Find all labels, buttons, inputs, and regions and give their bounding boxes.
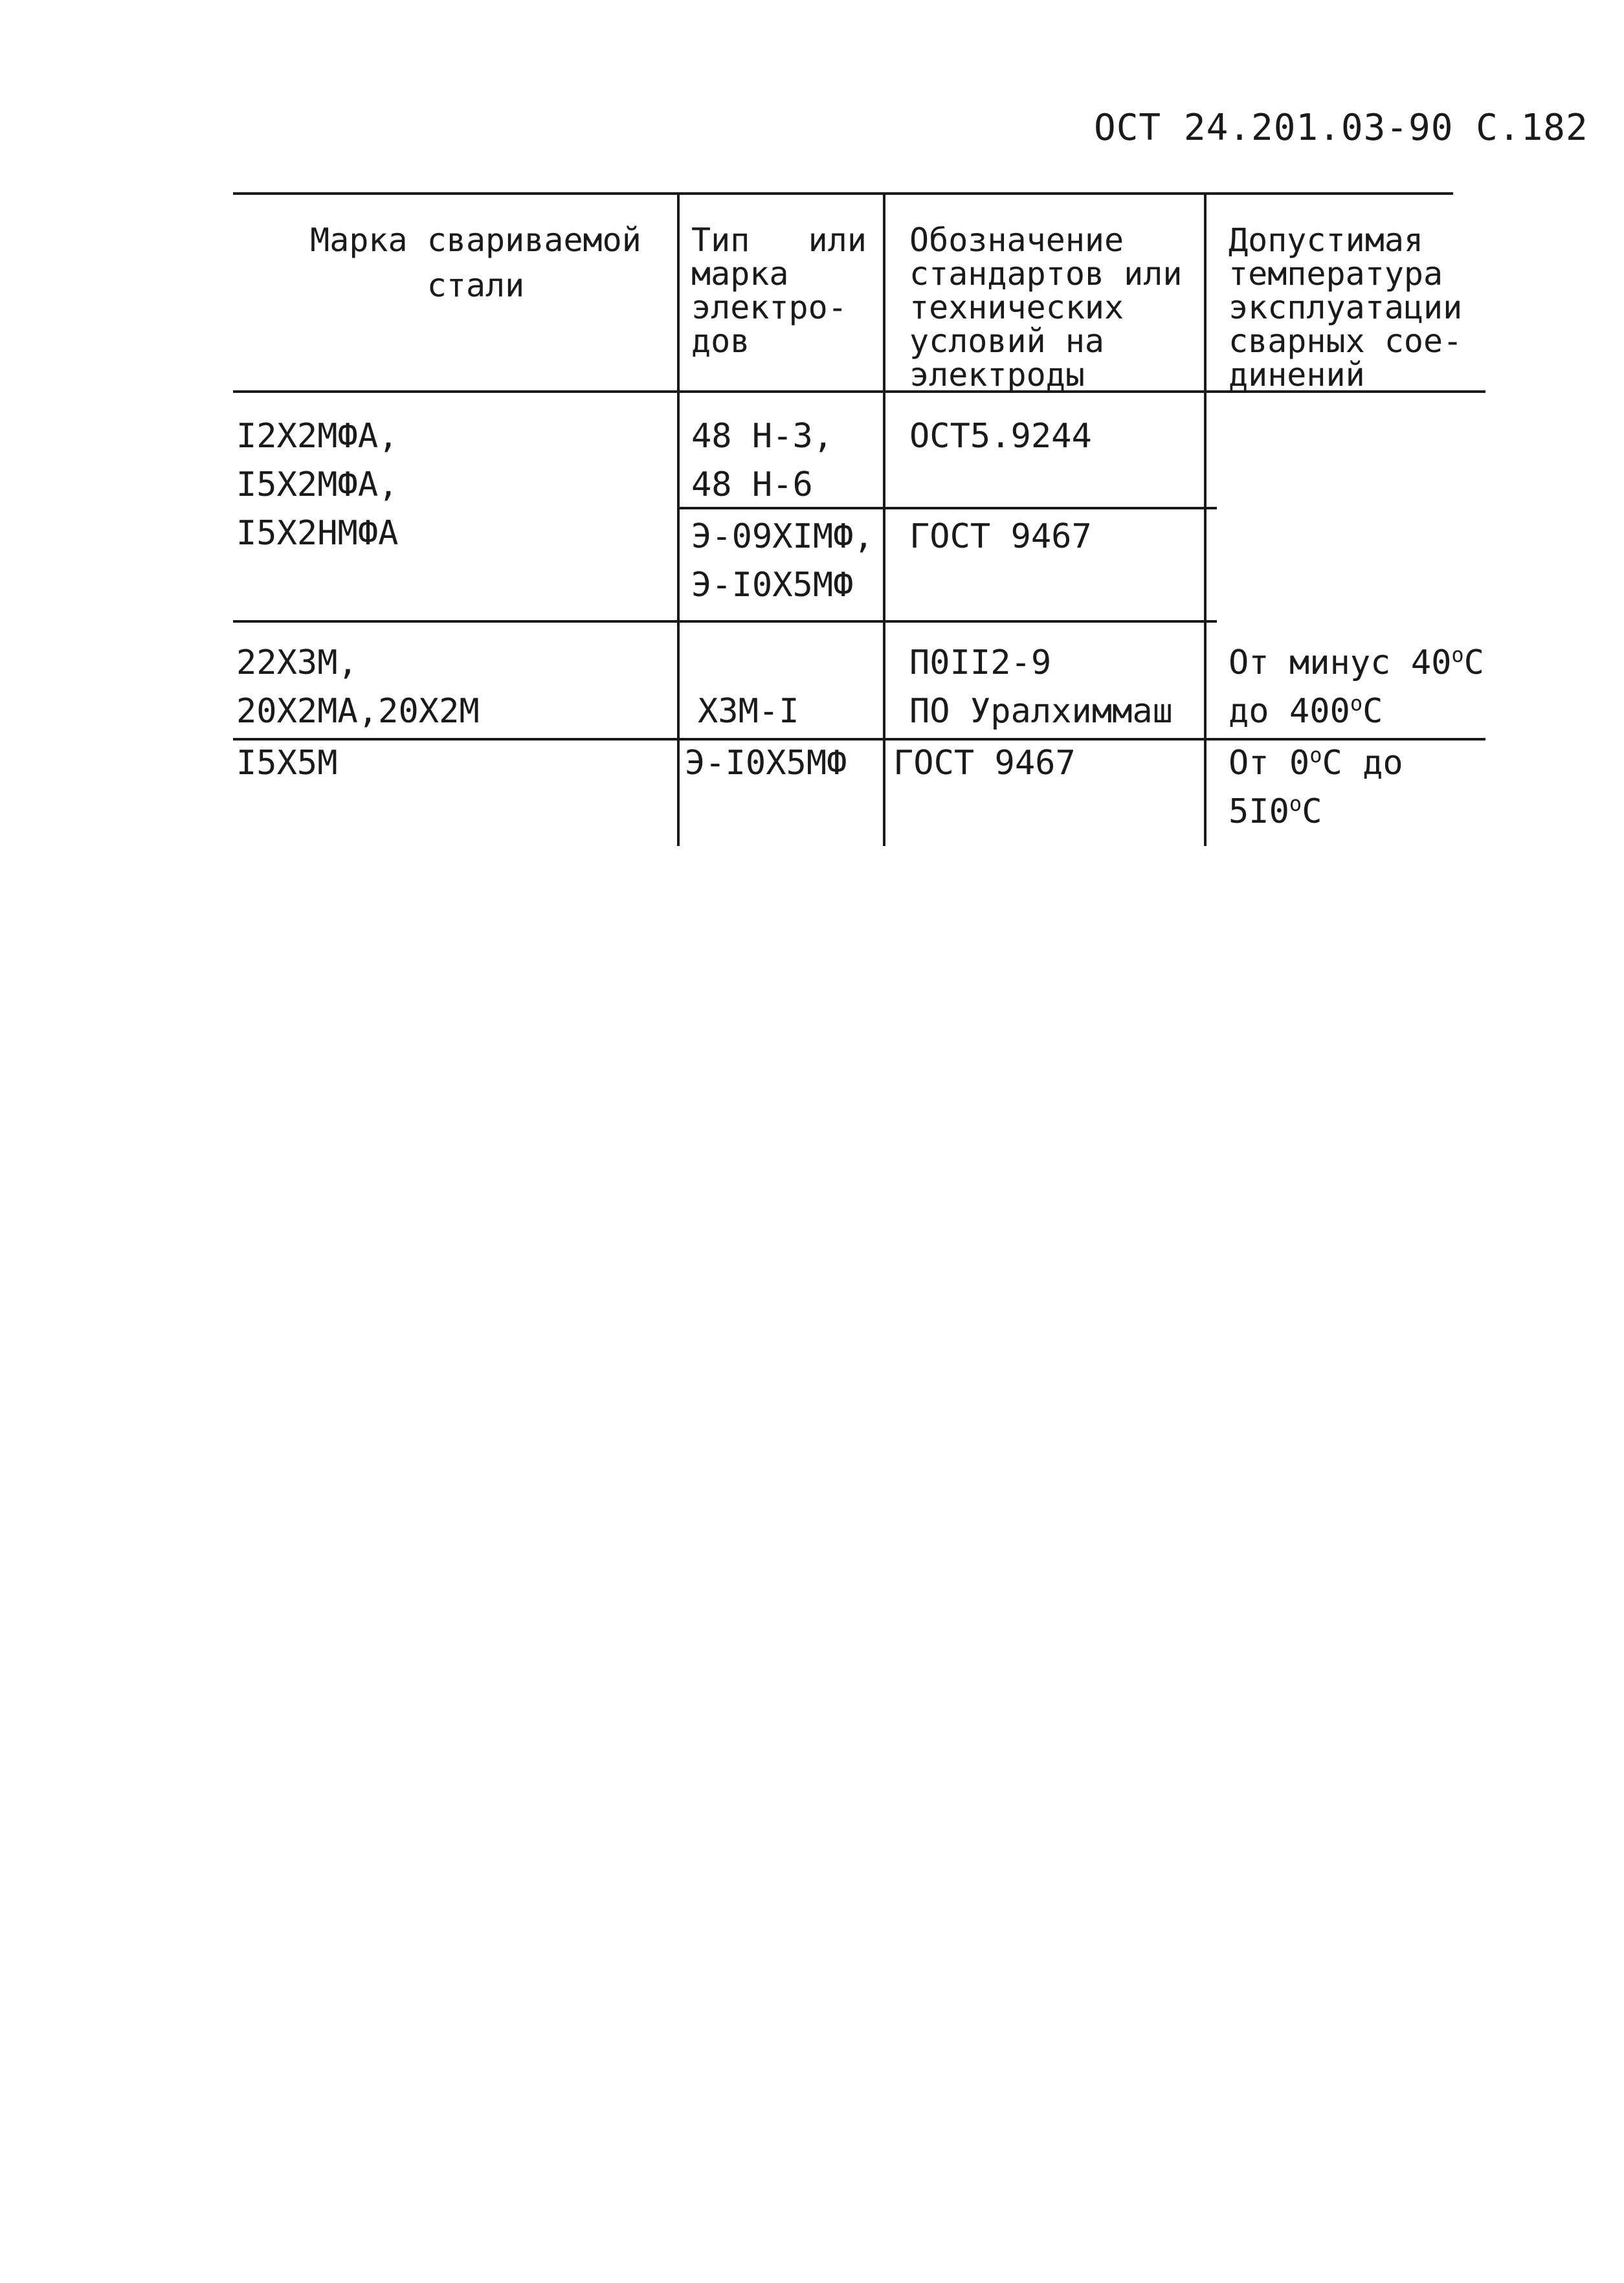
header-temperature-line: динений	[1229, 356, 1365, 394]
electrode-cell: Э-I0Х5МФ	[685, 744, 847, 783]
steel-grade-cell: 20Х2МА,20Х2М	[236, 692, 480, 731]
temperature-unit: С	[1363, 692, 1383, 731]
temperature-unit: С	[1302, 792, 1322, 831]
header-standard-line: условий на	[909, 322, 1105, 360]
electrode-cell: 48 Н-3,	[691, 417, 834, 456]
standard-cell: ГОСТ 9467	[893, 744, 1076, 783]
temperature-value: 5I0	[1229, 792, 1289, 831]
header-steel-grade-line: стали	[427, 267, 525, 304]
row-divider-2	[233, 738, 1485, 741]
steel-grade-cell: 22Х3М,	[236, 643, 358, 682]
col-divider-1	[677, 192, 680, 846]
steel-grade-cell: I5Х2МФА,	[236, 465, 399, 504]
row-divider	[233, 620, 1217, 623]
header-standard-line: технических	[909, 289, 1124, 326]
standard-cell: ГОСТ 9467	[909, 517, 1092, 556]
table-top-border	[233, 192, 1453, 195]
standard-cell: П0II2-9	[909, 643, 1052, 682]
col-divider-2	[883, 192, 885, 846]
degree-sign: о	[1289, 791, 1302, 816]
steel-grade-cell: I5Х2НМФА	[236, 514, 399, 553]
electrode-cell: Х3М-I	[698, 692, 799, 731]
temperature-unit: С	[1463, 643, 1484, 682]
header-temperature-line: эксплуатации	[1229, 289, 1463, 326]
temperature-unit: С до	[1322, 744, 1403, 783]
header-standard-line: электроды	[909, 356, 1085, 394]
header-temperature-line: температура	[1229, 255, 1443, 293]
col-divider-3	[1204, 192, 1207, 846]
header-electrode-line: Тип или	[691, 221, 867, 259]
temperature-cell	[1229, 644, 1484, 682]
degree-sign: о	[1451, 642, 1464, 667]
standard-cell: ОСТ5.9244	[909, 417, 1092, 456]
temperature-cell	[1229, 793, 1322, 830]
electrode-cell: 48 Н-6	[691, 465, 813, 504]
electrode-cell: Э-09ХIМФ,	[691, 517, 874, 556]
header-standard-line: Обозначение	[909, 221, 1124, 259]
steel-grade-cell: I5Х5М	[236, 744, 338, 783]
electrode-cell: Э-I0Х5МФ	[691, 566, 854, 605]
header-electrode-line: дов	[691, 322, 750, 360]
degree-sign: о	[1309, 742, 1322, 768]
standard-cell: ПО Уралхиммаш	[909, 692, 1173, 731]
subrow-divider	[680, 507, 1217, 509]
header-electrode-line: электро-	[691, 289, 847, 326]
header-temperature-line: сварных сое-	[1229, 322, 1463, 360]
page-header: ОСТ 24.201.03-90 С.182	[1094, 107, 1588, 149]
temperature-value: От 0	[1229, 744, 1310, 783]
temperature-cell	[1229, 744, 1403, 782]
temperature-value: От минус 40	[1229, 643, 1452, 682]
steel-grade-cell: I2Х2МФА,	[236, 417, 399, 456]
header-electrode-line: марка	[691, 255, 789, 293]
temperature-value: до 400	[1229, 692, 1350, 731]
header-temperature-line: Допустимая	[1229, 221, 1424, 259]
header-steel-grade-line: Марка свариваемой	[310, 221, 641, 259]
temperature-cell	[1229, 693, 1383, 730]
header-standard-line: стандартов или	[909, 255, 1183, 293]
degree-sign: о	[1350, 691, 1363, 716]
